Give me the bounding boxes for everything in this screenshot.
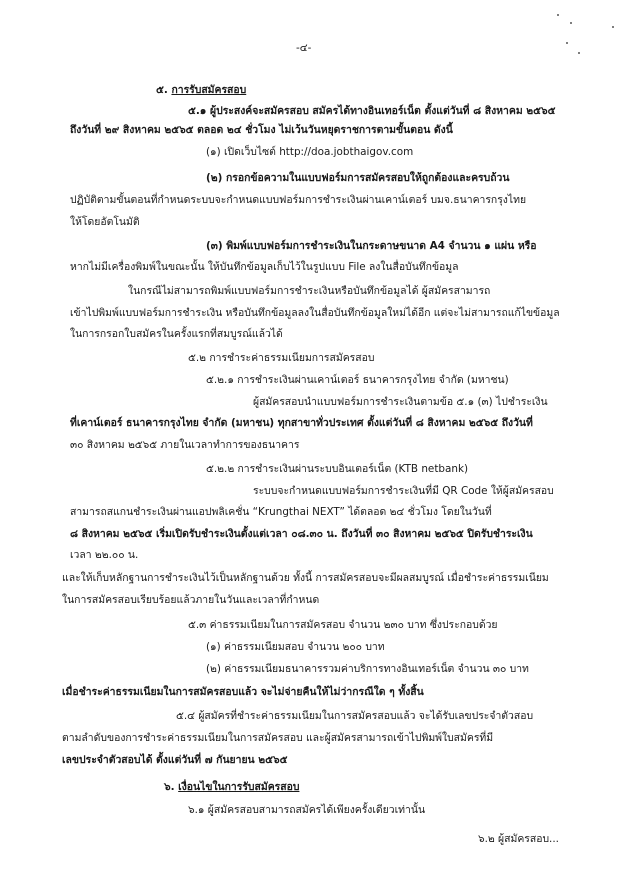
s54-line-2: ตามลำดับของการชำระค่าธรรมเนียมในการสมัครสอบ และผู้สมัครสามารถเข้าไปพิมพ์ใบสมัครที่มี (62, 732, 494, 744)
scan-speck (578, 52, 580, 54)
page-number: -๔- (296, 42, 312, 54)
continuation-marker: ๖.๒ ผู้สมัครสอบ... (478, 833, 559, 845)
section-5-title: การรับสมัครสอบ (171, 84, 247, 96)
s522-line-4: เวลา ๒๒.๐๐ น. (70, 549, 139, 561)
s51-note-line-2: เข้าไปพิมพ์แบบฟอร์มการชำระเงิน หรือบันทึกข้อมูลลงในสื่อบันทึกข้อมูลใหม่ได้อีก แต่จะไม่สามารถแก้ไขข้อมูล (70, 307, 560, 319)
s52-keep-line-1: และให้เก็บหลักฐานการชำระเงินไว้เป็นหลักฐานด้วย ทั้งนี้ การสมัครสอบจะมีผลสมบูรณ์ เมื่อชำระค่าธรรมเนียม (62, 572, 549, 584)
s51-step-2-line-1: (๒) กรอกข้อความในแบบฟอร์มการสมัครสอบให้ถูกต้องและครบถ้วน (206, 172, 510, 184)
s54-line-1: ๕.๔ ผู้สมัครที่ชำระค่าธรรมเนียมในการสมัครสอบแล้ว จะได้รับเลขประจำตัวสอบ (176, 710, 534, 722)
section-6-heading (164, 781, 299, 794)
s51-note-line-1: ในกรณีไม่สามารถพิมพ์แบบฟอร์มการชำระเงินหรือบันทึกข้อมูลได้ ผู้สมัครสามารถ (128, 285, 491, 297)
s53-item-2: (๒) ค่าธรรมเนียมธนาคารรวมค่าบริการทางอินเทอร์เน็ต จำนวน ๓๐ บาท (206, 663, 529, 675)
scan-speck (557, 14, 559, 16)
section-6-title: เงื่อนไขในการรับสมัครสอบ (178, 781, 300, 793)
s51-line-1: ๕.๑ ผู้ประสงค์จะสมัครสอบ สมัครได้ทางอินเทอร์เน็ต ตั้งแต่วันที่ ๘ สิงหาคม ๒๕๖๕ (188, 105, 556, 117)
s52-keep-line-2: ในการสมัครสอบเรียบร้อยแล้วภายในวันและเวลาที่กำหนด (62, 594, 320, 606)
s52-title: ๕.๒ การชำระค่าธรรมเนียมการสมัครสอบ (188, 352, 375, 364)
s53-item-1: (๑) ค่าธรรมเนียมสอบ จำนวน ๒๐๐ บาท (206, 641, 385, 653)
s53-line-1: ๕.๓ ค่าธรรมเนียมในการสมัครสอบ จำนวน ๒๓๐ บาท ซึ่งประกอบด้วย (188, 619, 498, 631)
s522-line-1: ระบบจะกำหนดแบบฟอร์มการชำระเงินที่มี QR Code ให้ผู้สมัครสอบ (253, 485, 554, 497)
s53-note: เมื่อชำระค่าธรรมเนียมในการสมัครสอบแล้ว จะไม่จ่ายคืนให้ไม่ว่ากรณีใด ๆ ทั้งสิ้น (62, 686, 424, 698)
section-5-number: ๕. (156, 84, 168, 96)
scan-speck (612, 26, 614, 28)
scan-speck (570, 22, 572, 24)
s51-step-3-line-1: (๓) พิมพ์แบบฟอร์มการชำระเงินในกระดาษขนาด A4 จำนวน ๑ แผ่น หรือ (206, 240, 537, 252)
scan-speck (566, 42, 568, 44)
s522-title: ๕.๒.๒ การชำระเงินผ่านระบบอินเตอร์เน็ต (KTB netbank) (206, 463, 469, 475)
s51-step-2-line-3: ให้โดยอัตโนมัติ (70, 216, 140, 228)
s51-step-1: (๑) เปิดเว็บไซต์ http://doa.jobthaigov.com (206, 146, 414, 158)
s61-line: ๖.๑ ผู้สมัครสอบสามารถสมัครได้เพียงครั้งเดียวเท่านั้น (188, 804, 426, 816)
s522-line-2: สามารถสแกนชำระเงินผ่านแอปพลิเคชั่น “Krungthai NEXT” ได้ตลอด ๒๔ ชั่วโมง โดยในวันที่ (70, 506, 492, 518)
s51-step-2-line-2: ปฏิบัติตามขั้นตอนที่กำหนดระบบจะกำหนดแบบฟอร์มการชำระเงินผ่านเคาน์เตอร์ บมจ.ธนาคารกรุงไทย (70, 194, 527, 206)
s521-line-3: ๓๐ สิงหาคม ๒๕๖๕ ภายในเวลาทำการของธนาคาร (70, 439, 300, 451)
s51-step-3-line-2: หากไม่มีเครื่องพิมพ์ในขณะนั้น ให้บันทึกข้อมูลเก็บไว้ในรูปแบบ File ลงในสื่อบันทึกข้อมูล (70, 261, 459, 273)
section-6-number: ๖. (164, 781, 175, 793)
section-5-heading (156, 84, 246, 97)
s521-title: ๕.๒.๑ การชำระเงินผ่านเคาน์เตอร์ ธนาคารกรุงไทย จำกัด (มหาชน) (206, 374, 509, 386)
s521-line-2: ที่เคาน์เตอร์ ธนาคารกรุงไทย จำกัด (มหาชน) ทุกสาขาทั่วประเทศ ตั้งแต่วันที่ ๘ สิงหาคม ๒๕๖๕ ถึงวันที่ (70, 417, 533, 429)
s522-line-3: ๘ สิงหาคม ๒๕๖๕ เริ่มเปิดรับชำระเงินตั้งแต่เวลา ๐๘.๓๐ น. ถึงวันที่ ๓๐ สิงหาคม ๒๕๖๕ ปิดรับชำระเงิน (70, 528, 533, 540)
s51-line-2: ถึงวันที่ ๒๙ สิงหาคม ๒๕๖๕ ตลอด ๒๔ ชั่วโมง ไม่เว้นวันหยุดราชการตามขั้นตอน ดังนี้ (70, 124, 453, 136)
s54-line-3: เลขประจำตัวสอบได้ ตั้งแต่วันที่ ๗ กันยายน ๒๕๖๕ (62, 754, 288, 766)
s51-note-line-3: ในการกรอกใบสมัครในครั้งแรกที่สมบูรณ์แล้วได้ (70, 328, 283, 340)
s521-line-1: ผู้สมัครสอบนำแบบฟอร์มการชำระเงินตามข้อ ๕.๑ (๓) ไปชำระเงิน (253, 396, 548, 408)
